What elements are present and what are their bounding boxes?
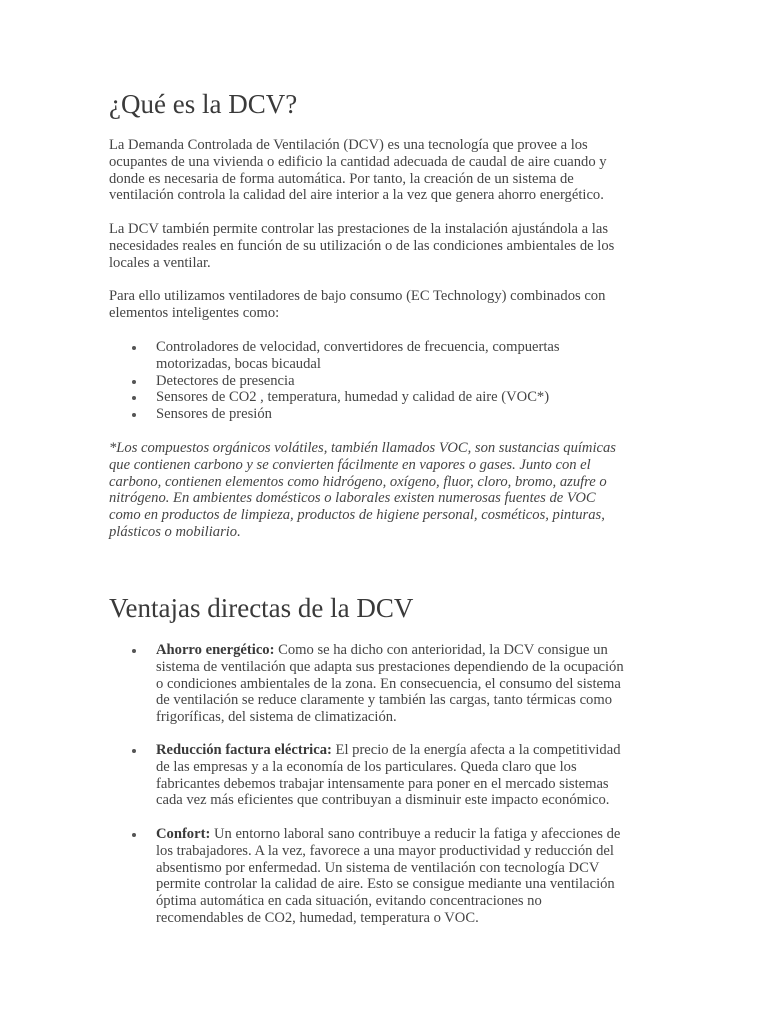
advantage-item-factura [109,742,657,809]
list-item-text: motorizadas, bocas bicaudal [156,355,321,372]
text-line: elementos inteligentes como: [109,304,280,321]
text-line: plásticos o mobiliario. [109,523,241,540]
section-title-que-es-dcv: ¿Qué es la DCV? [109,89,298,119]
text-line [156,642,657,659]
text-line: *Los compuestos orgánicos volátiles, también llamados VOC, son sustancias químicas [109,440,616,456]
list-item [109,339,560,373]
text-line: de las empresas y a la economía de los particulares. Queda claro que los [156,758,577,775]
advantage-item-confort [109,826,657,927]
text-line: ventilación controla la calidad del aire interior a la vez que genera ahorro energético. [109,187,604,204]
text-line: los trabajadores. A la vez, favorece a una mayor productividad y reducción del [156,842,614,859]
advantage-text: El precio de la energía afecta a la competitividad [331,742,621,758]
text-line: frigoríficas, del sistema de climatización. [156,709,397,726]
text-line: óptima automática en cada situación, evitando concentraciones no [156,893,542,910]
advantage-item-ahorro [109,642,657,726]
list-item [109,373,560,390]
text-line: cada vez más eficientes que contribuyan a disminuir este impacto económico. [156,792,610,809]
advantage-label: Ahorro energético: [156,642,275,658]
text-line: que contienen carbono y se convierten fácilmente en vapores o gases. Junto con el [109,456,591,473]
advantage-label: Reducción factura eléctrica: [156,742,332,758]
bullet-icon [132,396,136,400]
text-line: La DCV también permite controlar las prestaciones de la instalación ajustándola a las [109,221,608,237]
list-item [109,389,560,406]
bullet-icon [132,833,136,837]
advantage-text: Como se ha dicho con anterioridad, la DCV consigue un [274,642,608,658]
paragraph-elements-intro [109,288,657,322]
text-line: nitrógeno. En ambientes domésticos o laborales existen numerosas fuentes de VOC [109,490,596,507]
text-line: ocupantes de una vivienda o edificio la cantidad adecuada de caudal de aire cuando y [109,153,607,170]
bullet-icon [132,413,136,417]
voc-footnote [109,440,657,541]
bullet-icon [132,346,136,350]
list-item-text: Detectores de presencia [156,372,295,389]
text-line: locales a ventilar. [109,254,211,271]
text-line: de ventilación se reduce claramente y también las cargas, tanto térmicas como [156,692,612,709]
text-line: sistema de ventilación que adapta sus prestaciones dependiendo de la ocupación [156,658,624,675]
elements-list [109,339,560,423]
section-title-ventajas: Ventajas directas de la DCV [109,593,414,623]
text-line [156,742,657,759]
text-line: absentismo por enfermedad. Un sistema de ventilación con tecnología DCV [156,859,600,876]
text-line: carbono, contienen elementos como hidrógeno, oxígeno, fluor, cloro, bromo, azufre o [109,473,607,490]
text-line: Para ello utilizamos ventiladores de bajo consumo (EC Technology) combinados con [109,288,606,304]
bullet-icon [132,380,136,384]
bullet-icon [132,749,136,753]
list-item-text: Sensores de CO2 , temperatura, humedad y calidad de aire (VOC*) [156,389,550,406]
text-line: como en productos de limpieza, productos de higiene personal, cosméticos, pinturas, [109,507,605,524]
text-line: recomendables de CO2, humedad, temperatura o VOC. [156,909,479,926]
text-line: necesidades reales en función de su utilización o de las condiciones ambientales de los [109,237,615,254]
list-item-text: Sensores de presión [156,406,272,423]
advantage-label: Confort: [156,826,211,842]
text-line: donde es necesaria de forma automática. Por tanto, la creación de un sistema de [109,170,574,187]
text-line: permite controlar la calidad de aire. Esto se consigue mediante una ventilación [156,876,615,893]
paragraph-control [109,221,657,271]
text-line [156,826,657,843]
text-line: o condiciones ambientales de la zona. En consecuencia, el consumo del sistema [156,675,621,692]
bullet-icon [132,649,136,653]
text-line: La Demanda Controlada de Ventilación (DCV) es una tecnología que provee a los [109,137,588,153]
text-line: fabricantes debemos trabajar intensamente para poner en el mercado sistemas [156,775,609,792]
advantage-text: Un entorno laboral sano contribuye a reducir la fatiga y afecciones de [210,826,621,842]
list-item-text: Controladores de velocidad, convertidores de frecuencia, compuertas [156,339,560,355]
paragraph-definition [109,137,657,204]
list-item [109,406,560,423]
